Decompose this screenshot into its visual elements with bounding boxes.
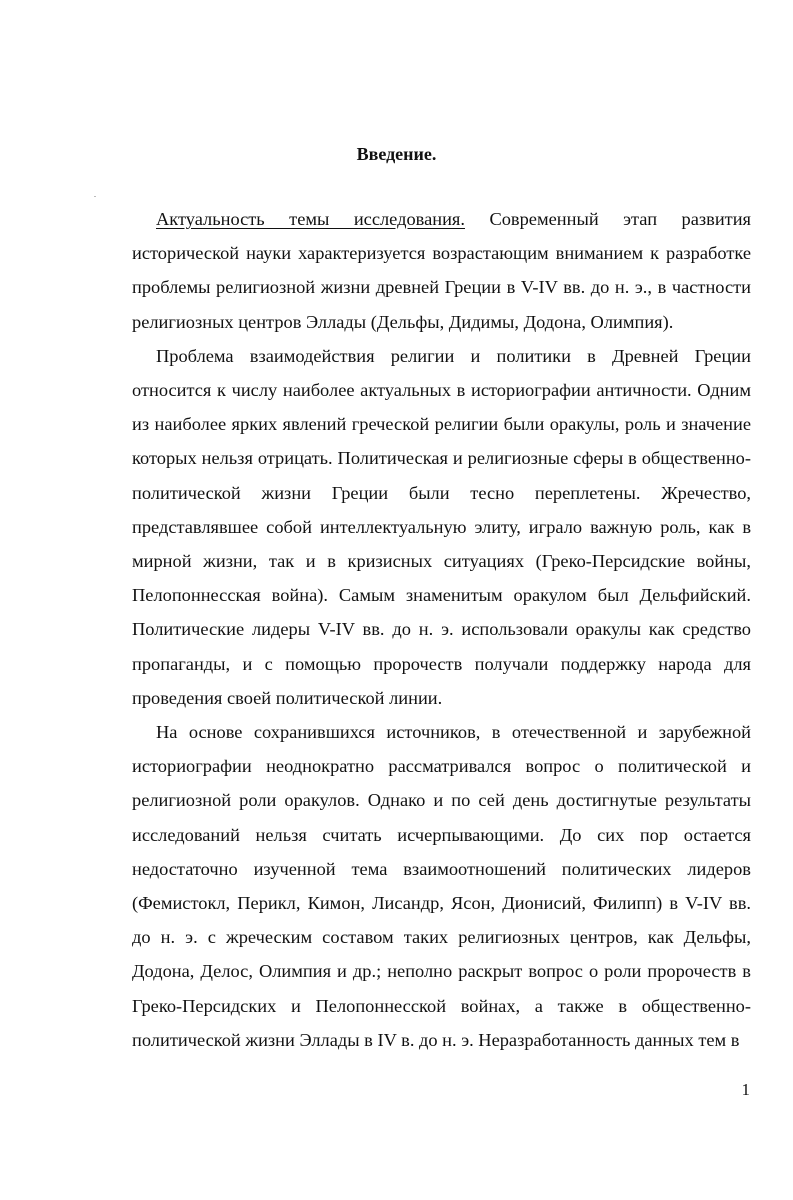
document-title: Введение. xyxy=(356,144,437,164)
paragraph-historiography: На основе сохранившихся источников, в отечественной и зарубежной историографии неоднократно рассматривался вопрос о политической и религиозной роли оракулов. Однако и по сей день достигнутые результаты исследований нельзя считать исчерпывающими. До сих пор остается недостаточно изученной тема взаимоотношений политических лидеров (Фемистокл, Перикл, Кимон, Лисандр, Ясон, Дионисий, Филипп) в V-IV вв. до н. э. с жреческим составом таких религиозных центров, как Дельфы, Додона, Делос, Олимпия и др.; неполно раскрыт вопрос о роли пророчеств в Греко-Персидских и Пелопоннесской войнах, а также в общественно-политической жизни Эллады в IV в. до н. э. Неразработанность данных тем в xyxy=(132,722,751,1050)
document-body xyxy=(132,202,751,1057)
paragraph-relevance xyxy=(132,202,751,339)
paragraph-1-text: Современный этап развития исторической науки характеризуется возрастающим вниманием к разработке проблемы религиозной жизни древней Греции в V-IV вв. до н. э., в частности религиозных центров Эллады (Дельфы, Дидимы, Додона, Олимпия). xyxy=(132,209,751,332)
relevance-lead: Актуальность темы исследования. xyxy=(156,209,465,229)
scan-speck xyxy=(94,196,96,197)
paragraph-religion-politics: Проблема взаимодействия религии и политики в Древней Греции относится к числу наиболее актуальных в историографии античности. Одним из наиболее ярких явлений греческой религии были оракулы, роль и значение которых нельзя отрицать. Политическая и религиозные сферы в общественно-политической жизни Греции были тесно переплетены. Жречество, представлявшее собой интеллектуальную элиту, играло важную роль, как в мирной жизни, так и в кризисных ситуациях (Греко-Персидские войны, Пелопоннесская война). Самым знаменитым оракулом был Дельфийский. Политические лидеры V-IV вв. до н. э. использовали оракулы как средство пропаганды, и с помощью пророчеств получали поддержку народа для проведения своей политической линии. xyxy=(132,345,751,708)
page-number: 1 xyxy=(741,1080,750,1099)
